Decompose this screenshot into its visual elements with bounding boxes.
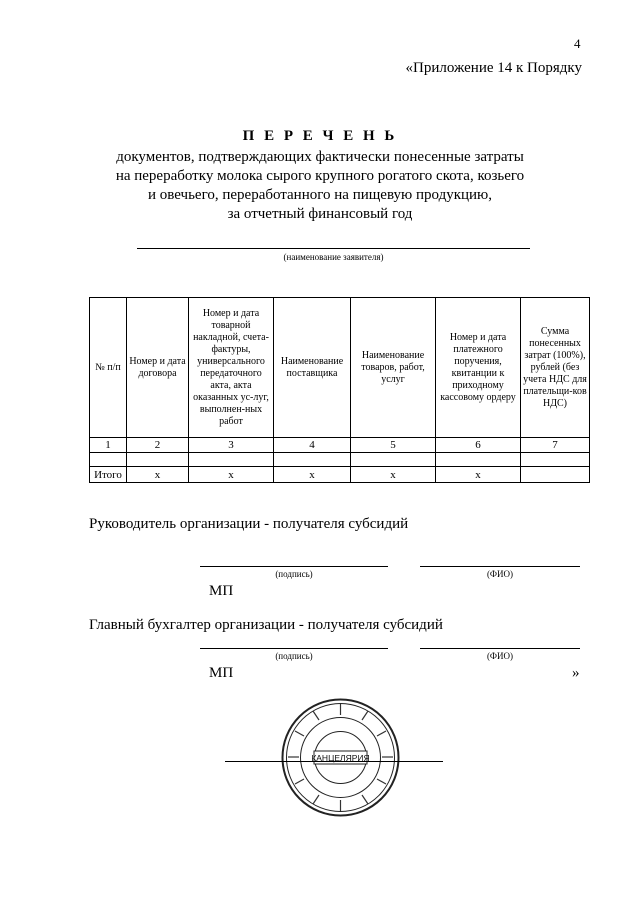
seal-inner-text: КАНЦЕЛЯРИЯ [311, 753, 370, 763]
table-row [90, 438, 590, 453]
table-total-row [90, 467, 590, 483]
seal-signature-line [225, 761, 443, 762]
subtitle-line: за отчетный финансовый год [227, 206, 413, 222]
documents-table [89, 297, 590, 483]
official-seal-icon [278, 695, 403, 820]
document-title: П Е Р Е Ч Е Н Ь [242, 128, 398, 144]
total-cell [521, 467, 590, 483]
signature-caption: (подпись) [275, 569, 313, 579]
applicant-caption: (наименование заявителя) [283, 252, 384, 262]
appendix-label: «Приложение 14 к Порядку [405, 60, 582, 76]
document-subtitle [90, 148, 550, 224]
column-number: 5 [351, 438, 436, 453]
column-header: Номер и дата договора [127, 298, 189, 438]
head-name-line [420, 566, 580, 567]
closing-quote: » [572, 665, 580, 681]
total-cell: x [436, 467, 521, 483]
column-number: 3 [189, 438, 274, 453]
column-header: Наименование поставщика [274, 298, 351, 438]
column-number: 4 [274, 438, 351, 453]
stamp-place-label: МП [209, 583, 234, 599]
total-cell: Итого [90, 467, 127, 483]
signature-caption: (подпись) [275, 651, 313, 661]
column-number: 6 [436, 438, 521, 453]
name-caption: (ФИО) [486, 651, 514, 661]
subtitle-line: и овечьего, переработанного на пищевую продукцию, [147, 187, 493, 203]
subtitle-line: документов, подтверждающих фактически понесенные затраты [116, 149, 524, 165]
table-row [90, 453, 590, 467]
total-cell: x [274, 467, 351, 483]
applicant-line [137, 248, 530, 249]
accountant-name-line [420, 648, 580, 649]
total-cell: x [189, 467, 274, 483]
page-number: 4 [574, 36, 581, 51]
accountant-signature-line [200, 648, 388, 649]
column-header: Номер и дата платежного поручения, квитанции к приходному кассовому ордеру [436, 298, 521, 438]
column-header: Номер и дата товарной накладной, счета-фактуры, универсального передаточного акта, акта оказанных ус-луг, выполнен-ных работ [189, 298, 274, 438]
accountant-signature-title: Главный бухгалтер организации - получателя субсидий [89, 617, 443, 633]
column-header: № п/п [90, 298, 127, 438]
total-cell: x [351, 467, 436, 483]
head-signature-line [200, 566, 388, 567]
column-header: Сумма понесенных затрат (100%), рублей (без учета НДС для плательщи-ков НДС) [521, 298, 590, 438]
stamp-place-label: МП [209, 665, 234, 681]
subtitle-line: на переработку молока сырого крупного рогатого скота, козьего [115, 168, 525, 184]
total-cell: x [127, 467, 189, 483]
column-number: 1 [90, 438, 127, 453]
column-header: Наименование товаров, работ, услуг [351, 298, 436, 438]
table-header-row [90, 298, 590, 438]
column-number: 2 [127, 438, 189, 453]
head-signature-title: Руководитель организации - получателя субсидий [89, 516, 409, 532]
name-caption: (ФИО) [486, 569, 514, 579]
column-number: 7 [521, 438, 590, 453]
